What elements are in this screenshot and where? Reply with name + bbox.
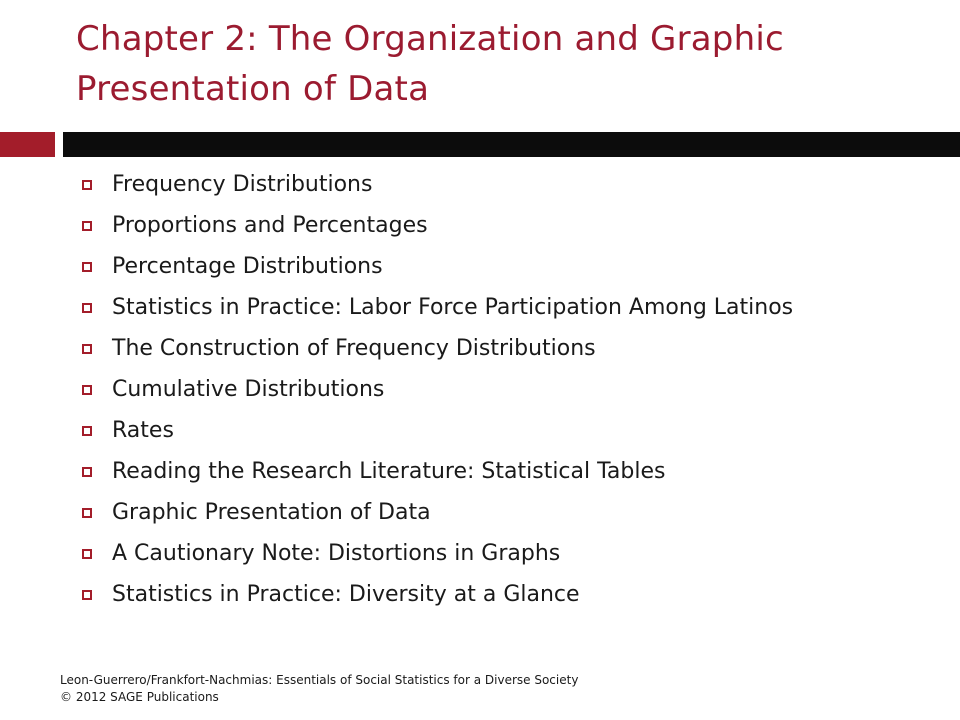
footer-source: Leon-Guerrero/Frankfort-Nachmias: Essentials of Social Statistics for a Diverse Society bbox=[60, 673, 579, 687]
bullet-item bbox=[82, 537, 942, 570]
hollow-square-icon bbox=[82, 467, 92, 477]
bullet-text: Frequency Distributions bbox=[112, 172, 373, 197]
bullet-text: A Cautionary Note: Distortions in Graphs bbox=[112, 541, 561, 566]
bullet-list bbox=[82, 168, 942, 619]
bullet-item bbox=[82, 168, 942, 201]
hollow-square-icon bbox=[82, 426, 92, 436]
bullet-item bbox=[82, 209, 942, 242]
slide-title-line-1: Chapter 2: The Organization and Graphic bbox=[76, 19, 784, 59]
hollow-square-icon bbox=[82, 344, 92, 354]
accent-bar-dark bbox=[63, 132, 960, 157]
hollow-square-icon bbox=[82, 303, 92, 313]
slide-footer bbox=[60, 672, 578, 706]
bullet-item bbox=[82, 578, 942, 611]
slide-title-line-2: Presentation of Data bbox=[76, 69, 430, 109]
bullet-text: Graphic Presentation of Data bbox=[112, 500, 431, 525]
bullet-text: Rates bbox=[112, 418, 174, 443]
hollow-square-icon bbox=[82, 262, 92, 272]
bullet-text: Proportions and Percentages bbox=[112, 213, 428, 238]
bullet-text: The Construction of Frequency Distributions bbox=[112, 336, 596, 361]
bullet-item bbox=[82, 455, 942, 488]
bullet-text: Statistics in Practice: Labor Force Participation Among Latinos bbox=[112, 295, 794, 320]
bullet-text: Percentage Distributions bbox=[112, 254, 383, 279]
bullet-text: Statistics in Practice: Diversity at a Glance bbox=[112, 582, 580, 607]
hollow-square-icon bbox=[82, 508, 92, 518]
footer-copyright: © 2012 SAGE Publications bbox=[60, 690, 219, 704]
bullet-item bbox=[82, 414, 942, 447]
hollow-square-icon bbox=[82, 385, 92, 395]
bullet-text: Cumulative Distributions bbox=[112, 377, 385, 402]
bullet-item bbox=[82, 291, 942, 324]
hollow-square-icon bbox=[82, 221, 92, 231]
hollow-square-icon bbox=[82, 549, 92, 559]
bullet-item bbox=[82, 332, 942, 365]
bullet-item bbox=[82, 373, 942, 406]
hollow-square-icon bbox=[82, 590, 92, 600]
accent-bar-red bbox=[0, 132, 55, 157]
bullet-item bbox=[82, 250, 942, 283]
bullet-text: Reading the Research Literature: Statistical Tables bbox=[112, 459, 666, 484]
hollow-square-icon bbox=[82, 180, 92, 190]
slide-title bbox=[76, 14, 936, 114]
bullet-item bbox=[82, 496, 942, 529]
